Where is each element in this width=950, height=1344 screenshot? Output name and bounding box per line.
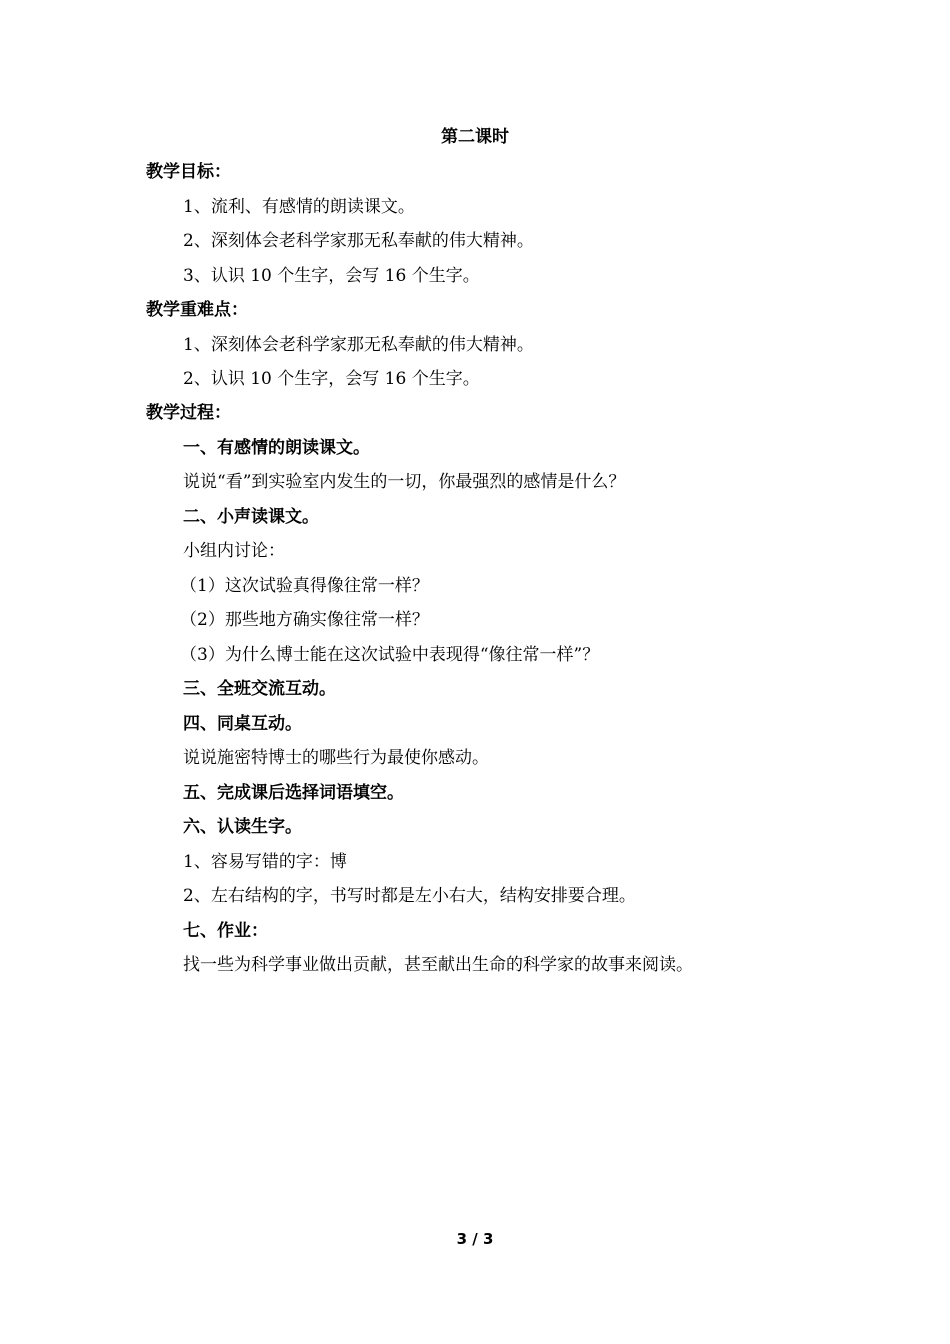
objectives-heading: 教学目标： [146, 162, 231, 182]
step-6-title: 六、认读生字。 [183, 817, 302, 837]
step-4-title: 四、同桌互动。 [183, 714, 302, 734]
step-2-intro: 小组内讨论： [183, 541, 285, 561]
discussion-question: （3）为什么博士能在这次试验中表现得“像往常一样”？ [180, 645, 600, 665]
step-1-title: 一、有感情的朗读课文。 [183, 438, 370, 458]
page-title: 第二课时 [441, 127, 509, 147]
step-2-title: 二、小声读课文。 [183, 507, 319, 527]
key-point-item: 1、深刻体会老科学家那无私奉献的伟大精神。 [183, 335, 534, 355]
page-number: 3 / 3 [456, 1230, 494, 1248]
step-6-item: 2、左右结构的字，书写时都是左小右大，结构安排要合理。 [183, 886, 636, 906]
objective-item: 1、流利、有感情的朗读课文。 [183, 197, 415, 217]
objective-item: 3、认识 10 个生字，会写 16 个生字。 [183, 266, 480, 286]
process-heading: 教学过程： [146, 403, 231, 423]
discussion-question: （2）那些地方确实像往常一样？ [180, 610, 429, 630]
step-7-text: 找一些为科学事业做出贡献，甚至献出生命的科学家的故事来阅读。 [183, 955, 693, 975]
step-5-title: 五、完成课后选择词语填空。 [183, 783, 404, 803]
step-3-title: 三、全班交流互动。 [183, 679, 336, 699]
step-4-text: 说说施密特博士的哪些行为最使你感动。 [183, 748, 489, 768]
discussion-question: （1）这次试验真得像往常一样？ [180, 576, 429, 596]
objective-item: 2、深刻体会老科学家那无私奉献的伟大精神。 [183, 231, 534, 251]
key-points-heading: 教学重难点： [146, 300, 248, 320]
step-7-title: 七、作业： [183, 921, 268, 941]
step-6-item: 1、容易写错的字：博 [183, 852, 347, 872]
key-point-item: 2、认识 10 个生字，会写 16 个生字。 [183, 369, 480, 389]
step-1-text: 说说“看”到实验室内发生的一切，你最强烈的感情是什么？ [183, 472, 626, 492]
